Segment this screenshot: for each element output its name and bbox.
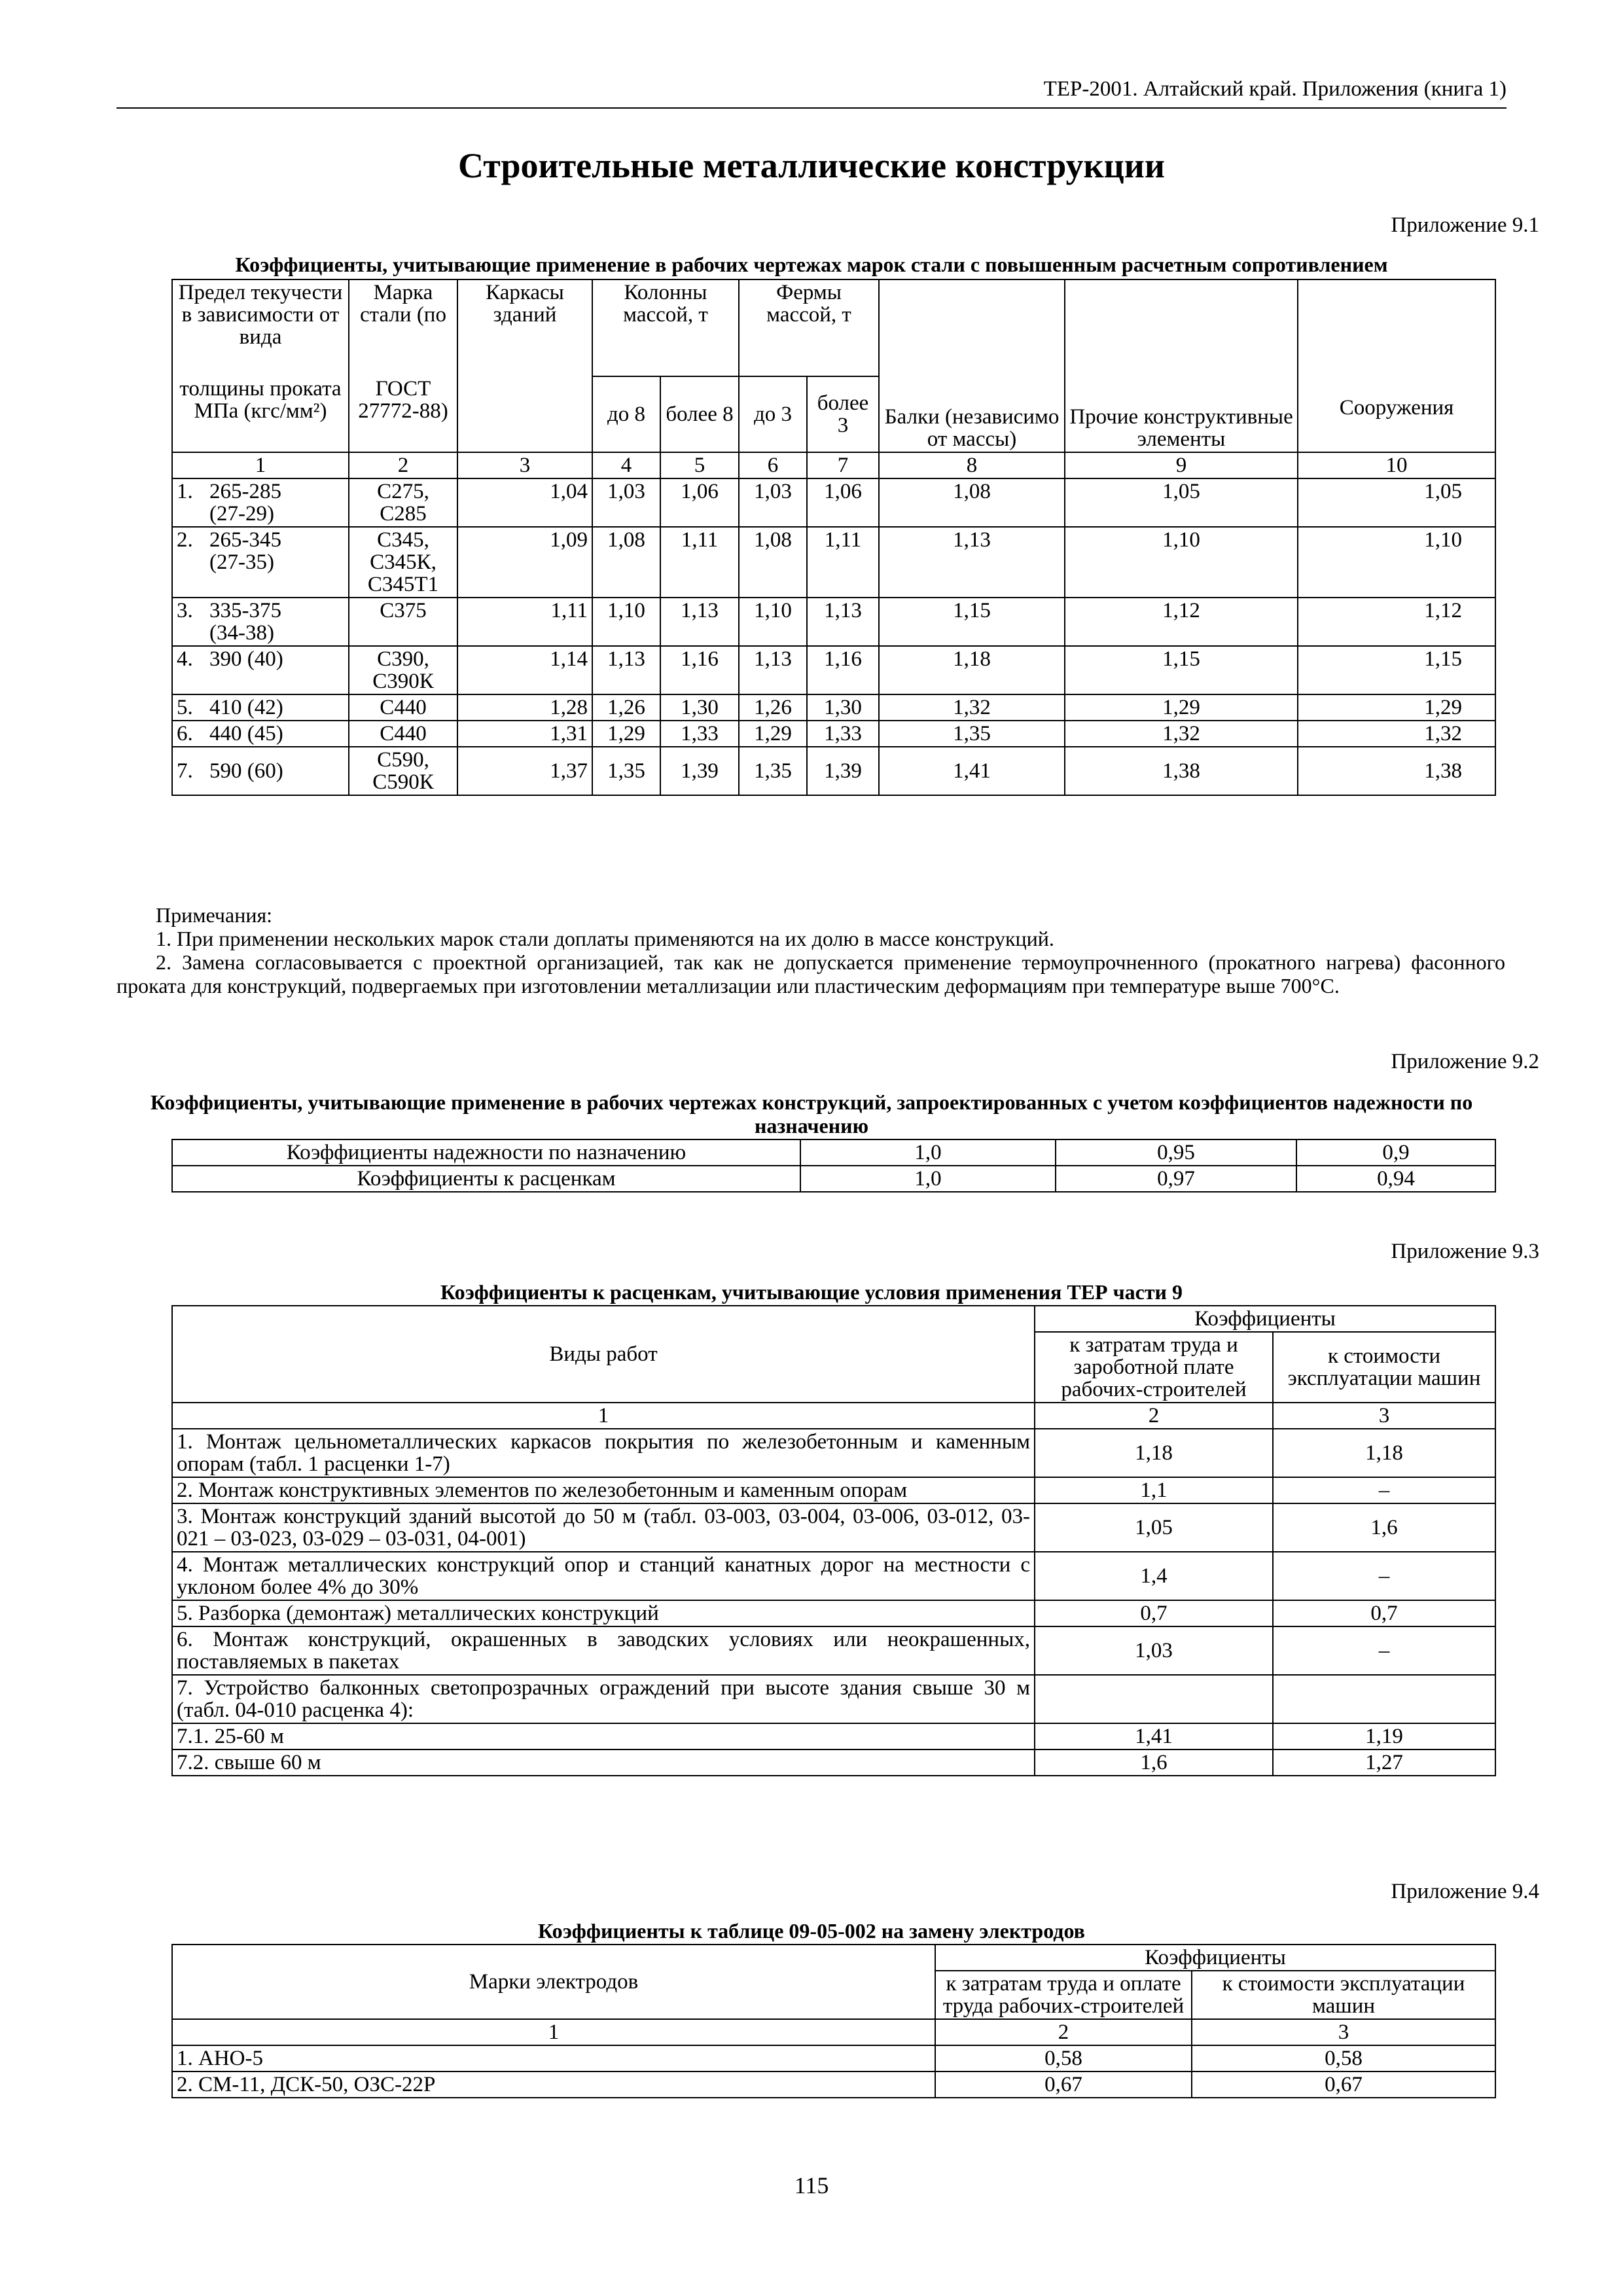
colnum: 6 — [739, 452, 807, 478]
value-cell: 1,32 — [1065, 721, 1298, 747]
table-row — [172, 1600, 1495, 1626]
notes-title: Примечания: — [156, 903, 273, 927]
value-cell: 1,0 — [800, 1166, 1056, 1192]
value-cell: 1,03 — [739, 478, 807, 527]
col-steel-head-a: Марка стали (по — [349, 279, 457, 376]
table-row — [172, 1139, 1495, 1166]
value-cell — [1035, 1675, 1273, 1723]
value-cell: 1,32 — [1298, 721, 1495, 747]
value-cell: 1,10 — [592, 598, 660, 646]
appendix-9-4-label: Приложение 9.4 — [1391, 1880, 1539, 1903]
col-steel-head-b: ГОСТ 27772-88) — [349, 376, 457, 452]
table-row — [172, 1503, 1495, 1552]
value-cell: 1,39 — [807, 747, 879, 795]
value-cell: – — [1273, 1477, 1495, 1503]
row-label: 6. Монтаж конструкций, окрашенных в заводских условиях или неокрашенных, поставляемых в пакетах — [172, 1626, 1035, 1675]
value-cell: 1,08 — [592, 527, 660, 598]
row-label: 1. Монтаж цельнометаллических каркасов покрытия по железобетонным и каменным опорам (табл. 1 расценки 1-7) — [172, 1429, 1035, 1477]
value-cell: 0,58 — [1192, 2045, 1495, 2072]
value-cell: 1,6 — [1035, 1749, 1273, 1776]
value-cell: 1,26 — [739, 694, 807, 721]
appendix-9-3-label: Приложение 9.3 — [1391, 1240, 1539, 1263]
electrodes-table — [171, 1944, 1496, 2098]
colnum: 2 — [935, 2019, 1192, 2045]
steel-cell: С590, С590К — [349, 747, 457, 795]
table-row — [172, 694, 1495, 721]
table-row — [172, 2072, 1495, 2098]
colnum: 10 — [1298, 452, 1495, 478]
value-cell: 1,08 — [739, 527, 807, 598]
table-row — [172, 478, 1495, 527]
value-cell: 1,30 — [660, 694, 739, 721]
value-cell: 1,29 — [739, 721, 807, 747]
col-yield-head-a: Предел текучести в зависимости от вида — [172, 279, 349, 376]
colnum: 2 — [1035, 1403, 1273, 1429]
colnum: 2 — [349, 452, 457, 478]
colnum: 8 — [879, 452, 1065, 478]
conditions-table — [171, 1305, 1496, 1776]
value-cell: 1,15 — [1065, 646, 1298, 694]
column-numbers-row — [172, 2019, 1495, 2045]
notes-block — [156, 903, 1505, 950]
value-cell: 1,13 — [879, 527, 1065, 598]
colnum: 1 — [172, 2019, 935, 2045]
colnum: 1 — [172, 1403, 1035, 1429]
value-cell: 1,03 — [1035, 1626, 1273, 1675]
value-cell: – — [1273, 1552, 1495, 1600]
steel-cell: С375 — [349, 598, 457, 646]
row-label: 7.1. 25-60 м — [172, 1723, 1035, 1749]
value-cell: 1,29 — [1298, 694, 1495, 721]
value-cell: 1,10 — [1065, 527, 1298, 598]
value-cell: 1,33 — [660, 721, 739, 747]
value-cell: 1,26 — [592, 694, 660, 721]
value-cell: 1,05 — [1035, 1503, 1273, 1552]
col-other-head: Прочие конструктивные элементы — [1065, 279, 1298, 452]
steel-cell: С390, С390К — [349, 646, 457, 694]
value-cell: 1,10 — [1298, 527, 1495, 598]
colnum: 7 — [807, 452, 879, 478]
value-cell: 1,13 — [592, 646, 660, 694]
value-cell: 1,06 — [660, 478, 739, 527]
colnum: 3 — [1273, 1403, 1495, 1429]
value-cell: 1,10 — [739, 598, 807, 646]
value-cell: 1,13 — [807, 598, 879, 646]
table-row — [172, 598, 1495, 646]
value-cell: 0,7 — [1035, 1600, 1273, 1626]
value-cell: 0,94 — [1296, 1166, 1495, 1192]
value-cell: 1,13 — [739, 646, 807, 694]
col-beams-head: Балки (независимо от массы) — [879, 279, 1065, 452]
running-header: ТЕР-2001. Алтайский край. Приложения (книга 1) — [116, 71, 1507, 109]
value-cell: 1,05 — [1065, 478, 1298, 527]
steel-cell: С275, С285 — [349, 478, 457, 527]
col-brands-head: Марки электродов — [172, 1945, 935, 2019]
column-numbers-row — [172, 1403, 1495, 1429]
value-cell: 1,13 — [660, 598, 739, 646]
page-title: Строительные металлические конструкции — [458, 146, 1165, 185]
value-cell: 1,14 — [457, 646, 592, 694]
value-cell: 1,19 — [1273, 1723, 1495, 1749]
table-row — [172, 2045, 1495, 2072]
value-cell: 1,33 — [807, 721, 879, 747]
value-cell: 1,28 — [457, 694, 592, 721]
appendix-9-1-caption: Коэффициенты, учитывающие применение в рабочих чертежах марок стали с повышенным расчетным сопротивлением — [235, 253, 1388, 276]
value-cell: 1,32 — [879, 694, 1065, 721]
value-cell: 1,08 — [879, 478, 1065, 527]
yield-cell: 6. 440 (45) — [172, 721, 349, 747]
table-row — [172, 1675, 1495, 1723]
value-cell: – — [1273, 1626, 1495, 1675]
col-labor-head: к затратам труда и оплате труда рабочих-строителей — [935, 1971, 1192, 2019]
value-cell: 1,16 — [807, 646, 879, 694]
row-label: 1. АНО-5 — [172, 2045, 935, 2072]
value-cell: 0,97 — [1056, 1166, 1296, 1192]
value-cell: 1,29 — [592, 721, 660, 747]
value-cell: 1,05 — [1298, 478, 1495, 527]
value-cell: 1,15 — [1298, 646, 1495, 694]
value-cell: 0,95 — [1056, 1139, 1296, 1166]
value-cell: 1,35 — [592, 747, 660, 795]
page-number: 115 — [794, 2172, 829, 2198]
table-row — [172, 721, 1495, 747]
col-columns-head: Колонны массой, т — [592, 279, 739, 376]
value-cell: 1,41 — [879, 747, 1065, 795]
steel-cell: С440 — [349, 694, 457, 721]
value-cell: 1,12 — [1065, 598, 1298, 646]
value-cell: 1,18 — [1273, 1429, 1495, 1477]
row-label: 3. Монтаж конструкций зданий высотой до 50 м (табл. 03-003, 03-004, 03-006, 03-012, 03-021 – 03-023, 03-029 – 03-031, 04-001) — [172, 1503, 1035, 1552]
colnum: 5 — [660, 452, 739, 478]
col-structures-head: Сооружения — [1298, 279, 1495, 452]
column-numbers-row — [172, 452, 1495, 478]
colnum: 3 — [1192, 2019, 1495, 2045]
colnum: 1 — [172, 452, 349, 478]
reliability-table — [171, 1139, 1496, 1193]
value-cell: 1,35 — [879, 721, 1065, 747]
steel-grade-table — [171, 279, 1496, 796]
yield-cell: 7. 590 (60) — [172, 747, 349, 795]
value-cell: 1,1 — [1035, 1477, 1273, 1503]
row-label: Коэффициенты к расценкам — [172, 1166, 800, 1192]
table-row — [172, 646, 1495, 694]
note-1: 1. При применении нескольких марок стали доплаты применяются на их долю в массе конструкций. — [156, 927, 1054, 950]
yield-cell: 1. 265-285 (27-29) — [172, 478, 349, 527]
col-columns-over8: более 8 — [660, 376, 739, 452]
value-cell: 0,58 — [935, 2045, 1192, 2072]
value-cell: 1,04 — [457, 478, 592, 527]
table-row — [172, 1477, 1495, 1503]
yield-cell: 3. 335-375 (34-38) — [172, 598, 349, 646]
value-cell: 1,11 — [807, 527, 879, 598]
colnum: 9 — [1065, 452, 1298, 478]
value-cell: 1,39 — [660, 747, 739, 795]
row-label: 7.2. свыше 60 м — [172, 1749, 1035, 1776]
appendix-9-3-caption: Коэффициенты к расценкам, учитывающие условия применения ТЕР части 9 — [440, 1280, 1183, 1304]
value-cell: 1,11 — [457, 598, 592, 646]
value-cell: 1,31 — [457, 721, 592, 747]
table-row — [172, 1552, 1495, 1600]
value-cell: 1,30 — [807, 694, 879, 721]
value-cell: 1,06 — [807, 478, 879, 527]
col-machines-head: к стоимости эксплуатации машин — [1273, 1332, 1495, 1403]
table-row — [172, 1723, 1495, 1749]
value-cell: 1,09 — [457, 527, 592, 598]
value-cell: 1,0 — [800, 1139, 1056, 1166]
colnum: 3 — [457, 452, 592, 478]
table-row — [172, 1166, 1495, 1192]
appendix-9-2-label: Приложение 9.2 — [1391, 1050, 1539, 1073]
value-cell: 1,41 — [1035, 1723, 1273, 1749]
table-row — [172, 1626, 1495, 1675]
col-yield-head-b: толщины проката МПа (кгс/мм²) — [172, 376, 349, 452]
col-machines-head: к стоимости эксплуатации машин — [1192, 1971, 1495, 2019]
col-coefs-head: Коэффициенты — [1035, 1306, 1495, 1332]
value-cell: 1,12 — [1298, 598, 1495, 646]
col-frames-head: Каркасы зданий — [457, 279, 592, 452]
row-label: 5. Разборка (демонтаж) металлических конструкций — [172, 1600, 1035, 1626]
value-cell: 1,29 — [1065, 694, 1298, 721]
value-cell: 1,4 — [1035, 1552, 1273, 1600]
value-cell: 1,18 — [879, 646, 1065, 694]
appendix-9-1-label: Приложение 9.1 — [1391, 213, 1539, 237]
value-cell: 1,27 — [1273, 1749, 1495, 1776]
steel-cell: С440 — [349, 721, 457, 747]
value-cell: 0,67 — [935, 2072, 1192, 2098]
value-cell: 0,7 — [1273, 1600, 1495, 1626]
value-cell: 1,03 — [592, 478, 660, 527]
col-columns-upto8: до 8 — [592, 376, 660, 452]
appendix-9-2-caption: Коэффициенты, учитывающие применение в рабочих чертежах конструкций, запроектированных с учетом коэффициентов надежности по назначению — [150, 1090, 1473, 1138]
yield-cell: 4. 390 (40) — [172, 646, 349, 694]
value-cell: 1,16 — [660, 646, 739, 694]
value-cell — [1273, 1675, 1495, 1723]
yield-cell: 2. 265-345 (27-35) — [172, 527, 349, 598]
value-cell: 1,35 — [739, 747, 807, 795]
note-2: 2. Замена согласовывается с проектной организацией, так как не допускается применение термоупрочненного (прокатного нагрева) фасонного проката для конструкций, подвергаемых при изготовлении металлизации или пластическим деформациям при температуре выше 700°С. — [116, 950, 1505, 997]
steel-cell: С345, С345К, С345Т1 — [349, 527, 457, 598]
row-label: 7. Устройство балконных светопрозрачных ограждений при высоте здания свыше 30 м (табл. 04-010 расценка 4): — [172, 1675, 1035, 1723]
table-row — [172, 1429, 1495, 1477]
colnum: 4 — [592, 452, 660, 478]
table-row — [172, 527, 1495, 598]
value-cell: 1,38 — [1065, 747, 1298, 795]
col-trusses-over3: более 3 — [807, 376, 879, 452]
value-cell: 1,37 — [457, 747, 592, 795]
value-cell: 1,15 — [879, 598, 1065, 646]
value-cell: 0,67 — [1192, 2072, 1495, 2098]
col-trusses-upto3: до 3 — [739, 376, 807, 452]
col-trusses-head: Фермы массой, т — [739, 279, 879, 376]
table-row — [172, 747, 1495, 795]
value-cell: 1,38 — [1298, 747, 1495, 795]
col-labor-head: к затратам труда и зароботной плате рабочих-строителей — [1035, 1332, 1273, 1403]
row-label: 4. Монтаж металлических конструкций опор и станций канатных дорог на местности с уклоном более 4% до 30% — [172, 1552, 1035, 1600]
row-label: 2. Монтаж конструктивных элементов по железобетонным и каменным опорам — [172, 1477, 1035, 1503]
col-works-head: Виды работ — [172, 1306, 1035, 1403]
row-label: 2. СМ-11, ДСК-50, ОЗС-22Р — [172, 2072, 935, 2098]
row-label: Коэффициенты надежности по назначению — [172, 1139, 800, 1166]
col-coefs-head: Коэффициенты — [935, 1945, 1495, 1971]
value-cell: 1,18 — [1035, 1429, 1273, 1477]
table-row — [172, 1749, 1495, 1776]
value-cell: 1,11 — [660, 527, 739, 598]
value-cell: 0,9 — [1296, 1139, 1495, 1166]
yield-cell: 5. 410 (42) — [172, 694, 349, 721]
appendix-9-4-caption: Коэффициенты к таблице 09-05-002 на замену электродов — [538, 1919, 1085, 1943]
value-cell: 1,6 — [1273, 1503, 1495, 1552]
